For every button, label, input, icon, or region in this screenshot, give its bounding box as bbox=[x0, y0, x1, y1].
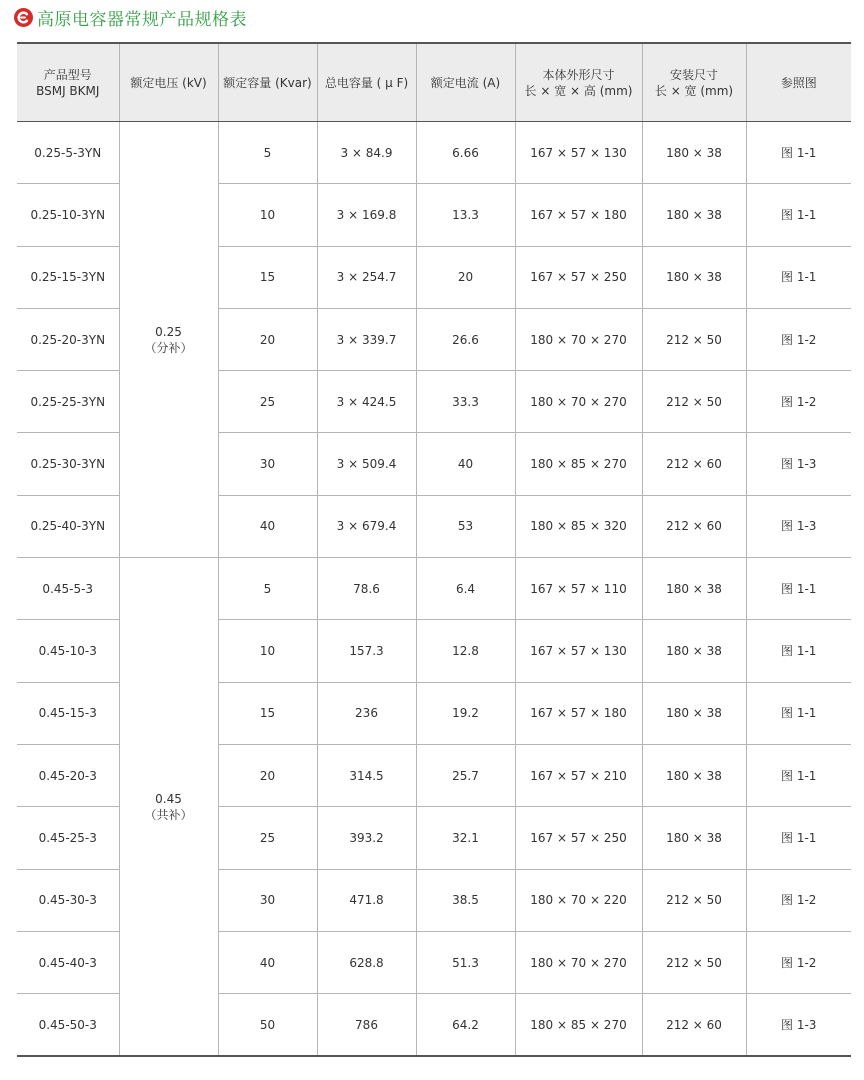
model-cell: 0.25-25-3YN bbox=[17, 371, 119, 433]
column-header bbox=[317, 43, 416, 122]
capacitance-cell: 393.2 bbox=[317, 807, 416, 869]
body-size-cell: 180 × 70 × 270 bbox=[515, 371, 642, 433]
figure-cell: 图 1-1 bbox=[746, 744, 851, 806]
current-cell: 33.3 bbox=[416, 371, 515, 433]
column-header bbox=[746, 43, 851, 122]
current-cell: 40 bbox=[416, 433, 515, 495]
figure-cell: 图 1-1 bbox=[746, 807, 851, 869]
body-size-cell: 180 × 85 × 270 bbox=[515, 433, 642, 495]
cell-line: 额定电流 (A) bbox=[430, 75, 501, 90]
body-size-cell: 180 × 70 × 220 bbox=[515, 869, 642, 931]
mount-size-cell: 212 × 50 bbox=[642, 371, 746, 433]
model-cell: 0.25-30-3YN bbox=[17, 433, 119, 495]
figure-cell: 图 1-1 bbox=[746, 620, 851, 682]
capacitance-cell: 314.5 bbox=[317, 744, 416, 806]
cell-line: 额定电压 (kV) bbox=[130, 75, 207, 90]
model-cell: 0.25-40-3YN bbox=[17, 495, 119, 557]
column-header bbox=[218, 43, 317, 122]
cell-line: 本体外形尺寸 bbox=[542, 67, 615, 82]
capacitance-cell: 3 × 509.4 bbox=[317, 433, 416, 495]
cell-line: 0.25 bbox=[155, 324, 182, 339]
voltage-group-cell bbox=[119, 558, 218, 1057]
current-cell: 12.8 bbox=[416, 620, 515, 682]
cell-line: 总电容量 ( μ F) bbox=[324, 75, 409, 90]
body-size-cell: 167 × 57 × 110 bbox=[515, 558, 642, 620]
mount-size-cell: 180 × 38 bbox=[642, 620, 746, 682]
current-cell: 26.6 bbox=[416, 308, 515, 370]
body-size-cell: 180 × 85 × 320 bbox=[515, 495, 642, 557]
capacitance-cell: 236 bbox=[317, 682, 416, 744]
cell-line: 额定容量 (Kvar) bbox=[223, 75, 312, 90]
model-cell: 0.45-40-3 bbox=[17, 931, 119, 993]
mount-size-cell: 180 × 38 bbox=[642, 744, 746, 806]
model-cell: 0.45-30-3 bbox=[17, 869, 119, 931]
model-cell: 0.25-20-3YN bbox=[17, 308, 119, 370]
model-cell: 0.45-10-3 bbox=[17, 620, 119, 682]
spec-table bbox=[17, 42, 851, 1057]
model-cell: 0.25-10-3YN bbox=[17, 184, 119, 246]
figure-cell: 图 1-1 bbox=[746, 682, 851, 744]
body-size-cell: 167 × 57 × 130 bbox=[515, 620, 642, 682]
body-size-cell: 167 × 57 × 250 bbox=[515, 246, 642, 308]
model-cell: 0.25-5-3YN bbox=[17, 122, 119, 184]
column-header bbox=[17, 43, 119, 122]
cell-line: （分补） bbox=[144, 340, 193, 355]
capacitance-cell: 3 × 339.7 bbox=[317, 308, 416, 370]
model-cell: 0.45-50-3 bbox=[17, 994, 119, 1057]
mount-size-cell: 212 × 60 bbox=[642, 495, 746, 557]
body-size-cell: 180 × 85 × 270 bbox=[515, 994, 642, 1057]
cell-line: 安装尺寸 bbox=[669, 67, 718, 82]
current-cell: 53 bbox=[416, 495, 515, 557]
body-size-cell: 167 × 57 × 180 bbox=[515, 184, 642, 246]
current-cell: 64.2 bbox=[416, 994, 515, 1057]
body-size-cell: 180 × 70 × 270 bbox=[515, 308, 642, 370]
model-cell: 0.45-20-3 bbox=[17, 744, 119, 806]
cell-line: 参照图 bbox=[780, 75, 817, 90]
mount-size-cell: 212 × 60 bbox=[642, 994, 746, 1057]
capacity-cell: 40 bbox=[218, 931, 317, 993]
capacitance-cell: 3 × 679.4 bbox=[317, 495, 416, 557]
figure-cell: 图 1-2 bbox=[746, 371, 851, 433]
column-header bbox=[642, 43, 746, 122]
mount-size-cell: 212 × 50 bbox=[642, 931, 746, 993]
current-cell: 20 bbox=[416, 246, 515, 308]
figure-cell: 图 1-2 bbox=[746, 931, 851, 993]
capacity-cell: 10 bbox=[218, 184, 317, 246]
mount-size-cell: 180 × 38 bbox=[642, 682, 746, 744]
capacity-cell: 30 bbox=[218, 433, 317, 495]
voltage-group-cell bbox=[119, 122, 218, 558]
page-title: 高原电容器常规产品规格表 bbox=[37, 9, 247, 30]
mount-size-cell: 180 × 38 bbox=[642, 807, 746, 869]
capacity-cell: 5 bbox=[218, 558, 317, 620]
current-cell: 32.1 bbox=[416, 807, 515, 869]
figure-cell: 图 1-1 bbox=[746, 558, 851, 620]
current-cell: 6.66 bbox=[416, 122, 515, 184]
figure-cell: 图 1-1 bbox=[746, 246, 851, 308]
c-logo-icon bbox=[14, 8, 33, 27]
capacity-cell: 10 bbox=[218, 620, 317, 682]
cell-line: 产品型号 bbox=[43, 67, 92, 82]
cell-line: BSMJ BKMJ bbox=[36, 83, 100, 98]
capacitance-cell: 3 × 169.8 bbox=[317, 184, 416, 246]
body-size-cell: 167 × 57 × 130 bbox=[515, 122, 642, 184]
body-size-cell: 167 × 57 × 210 bbox=[515, 744, 642, 806]
capacitance-cell: 628.8 bbox=[317, 931, 416, 993]
capacity-cell: 25 bbox=[218, 371, 317, 433]
column-header bbox=[119, 43, 218, 122]
mount-size-cell: 212 × 50 bbox=[642, 308, 746, 370]
figure-cell: 图 1-1 bbox=[746, 122, 851, 184]
capacity-cell: 20 bbox=[218, 308, 317, 370]
page-header bbox=[14, 4, 247, 30]
capacitance-cell: 157.3 bbox=[317, 620, 416, 682]
column-header bbox=[416, 43, 515, 122]
capacitance-cell: 78.6 bbox=[317, 558, 416, 620]
current-cell: 51.3 bbox=[416, 931, 515, 993]
table-row bbox=[17, 122, 851, 184]
table-header-row bbox=[17, 43, 851, 122]
capacitance-cell: 3 × 424.5 bbox=[317, 371, 416, 433]
figure-cell: 图 1-3 bbox=[746, 495, 851, 557]
capacity-cell: 15 bbox=[218, 246, 317, 308]
cell-line: 长 × 宽 × 高 (mm) bbox=[524, 83, 633, 98]
current-cell: 6.4 bbox=[416, 558, 515, 620]
column-header bbox=[515, 43, 642, 122]
cell-line: 长 × 宽 (mm) bbox=[654, 83, 734, 98]
capacity-cell: 30 bbox=[218, 869, 317, 931]
figure-cell: 图 1-3 bbox=[746, 994, 851, 1057]
figure-cell: 图 1-2 bbox=[746, 308, 851, 370]
current-cell: 25.7 bbox=[416, 744, 515, 806]
capacity-cell: 40 bbox=[218, 495, 317, 557]
model-cell: 0.45-15-3 bbox=[17, 682, 119, 744]
current-cell: 13.3 bbox=[416, 184, 515, 246]
capacitance-cell: 471.8 bbox=[317, 869, 416, 931]
capacitance-cell: 3 × 254.7 bbox=[317, 246, 416, 308]
model-cell: 0.25-15-3YN bbox=[17, 246, 119, 308]
capacitance-cell: 3 × 84.9 bbox=[317, 122, 416, 184]
mount-size-cell: 212 × 60 bbox=[642, 433, 746, 495]
body-size-cell: 167 × 57 × 250 bbox=[515, 807, 642, 869]
table-row bbox=[17, 558, 851, 620]
model-cell: 0.45-5-3 bbox=[17, 558, 119, 620]
capacitance-cell: 786 bbox=[317, 994, 416, 1057]
mount-size-cell: 180 × 38 bbox=[642, 246, 746, 308]
cell-line: 0.45 bbox=[155, 791, 182, 806]
current-cell: 38.5 bbox=[416, 869, 515, 931]
model-cell: 0.45-25-3 bbox=[17, 807, 119, 869]
mount-size-cell: 212 × 50 bbox=[642, 869, 746, 931]
capacity-cell: 20 bbox=[218, 744, 317, 806]
capacity-cell: 5 bbox=[218, 122, 317, 184]
capacity-cell: 25 bbox=[218, 807, 317, 869]
figure-cell: 图 1-2 bbox=[746, 869, 851, 931]
cell-line: （共补） bbox=[144, 807, 193, 822]
body-size-cell: 167 × 57 × 180 bbox=[515, 682, 642, 744]
body-size-cell: 180 × 70 × 270 bbox=[515, 931, 642, 993]
mount-size-cell: 180 × 38 bbox=[642, 184, 746, 246]
figure-cell: 图 1-3 bbox=[746, 433, 851, 495]
mount-size-cell: 180 × 38 bbox=[642, 558, 746, 620]
mount-size-cell: 180 × 38 bbox=[642, 122, 746, 184]
capacity-cell: 50 bbox=[218, 994, 317, 1057]
table-body bbox=[17, 122, 851, 1057]
current-cell: 19.2 bbox=[416, 682, 515, 744]
figure-cell: 图 1-1 bbox=[746, 184, 851, 246]
capacity-cell: 15 bbox=[218, 682, 317, 744]
